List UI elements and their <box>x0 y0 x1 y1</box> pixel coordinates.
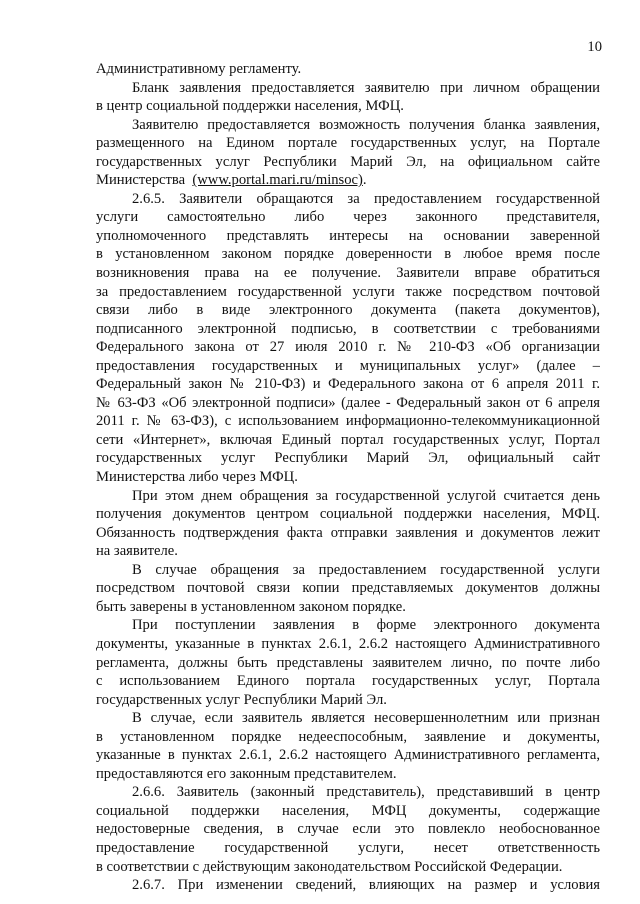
text-line-content: Федерального закона от 27 июля 2010 г. № 210-ФЗ «Об организации <box>96 339 600 356</box>
text-line-content: предоставления государственных и муниципальных услуг» (далее – <box>96 357 600 374</box>
text-line-content: в центр социальной поддержки населения, МФЦ. <box>96 98 404 115</box>
page-number: 10 <box>587 39 602 55</box>
text-line-content: с использованием Единого портала государственных услуг, Портала <box>96 673 600 690</box>
text-line-content: В случае, если заявитель является несовершеннолетним или признан <box>132 710 600 727</box>
text-line-content: предоставляются его законным представителем. <box>96 765 397 782</box>
text-line <box>96 449 600 468</box>
text-line <box>96 468 600 487</box>
text-line-content: Федеральный закон № 210-ФЗ) и Федерального закона от 6 апреля 2011 г. <box>96 376 600 393</box>
text-line-content: сети «Интернет», включая Единый портал государственных услуг, Портал <box>96 431 600 448</box>
text-line-content: на заявителе. <box>96 543 178 560</box>
text-line <box>96 709 600 728</box>
text-line <box>96 60 600 79</box>
text-line <box>96 190 600 209</box>
text-line <box>96 728 600 747</box>
text-line <box>96 672 600 691</box>
text-line-content: государственных услуг Республики Марий Эл, на официальном сайте <box>96 153 600 170</box>
text-line-content: в соответствии с действующим законодательством Российской Федерации. <box>96 858 563 875</box>
text-line-content: 2.6.7. При изменении сведений, влияющих на размер и условия <box>132 877 600 894</box>
text-line-content: 2.6.5. Заявители обращаются за предоставлением государственной <box>132 190 600 207</box>
text-line-content: в установленном законом порядке доверенности в любое время после <box>96 246 600 263</box>
text-line-content: 2.6.6. Заявитель (законный представитель), представивший в центр <box>132 784 600 801</box>
text-line-content: подписанного электронной подписью, в соответствии с требованиями <box>96 320 600 337</box>
text-line <box>96 208 600 227</box>
text-line-content: документы, указанные в пунктах 2.6.1, 2.6.2 настоящего Административного <box>96 635 600 652</box>
text-line-content: Министерства <box>96 172 186 189</box>
text-line-content: в установленном порядке недееспособным, заявление и документы, <box>96 728 600 745</box>
text-line <box>96 134 600 153</box>
text-line <box>96 598 600 617</box>
text-line <box>96 79 600 98</box>
text-line <box>96 375 600 394</box>
text-line-content: № 63-ФЗ «Об электронной подписи» (далее - Федеральный закон от 6 апреля <box>96 394 600 411</box>
text-line <box>96 412 600 431</box>
text-line-content: При этом днем обращения за государственной услугой считается день <box>132 487 600 504</box>
text-line <box>96 765 600 784</box>
text-line-content: При поступлении заявления в форме электронного документа <box>132 617 600 634</box>
ministry-website-link[interactable]: (www.portal.mari.ru/minsoc) <box>192 172 363 189</box>
text-line-content: посредством почтовой связи копии представляемых документов должны <box>96 580 600 597</box>
text-line-content: возникновения права на ее получение. Заявители вправе обратиться <box>96 265 600 282</box>
text-line-content: получения документов центром социальной поддержки населения, МФЦ. <box>96 506 600 523</box>
text-line <box>96 802 600 821</box>
text-line-content: В случае обращения за предоставлением государственной услуги <box>132 561 600 578</box>
text-line <box>96 320 600 339</box>
text-line-content: Заявителю предоставляется возможность получения бланка заявления, <box>132 116 600 133</box>
text-line-content: размещенного на Едином портале государственных услуг, на Портале <box>96 135 600 152</box>
text-line-content: связи либо в виде электронного документа (пакета документов), <box>96 302 600 319</box>
text-line-content: быть заверены в установленном законом порядке. <box>96 598 406 615</box>
text-line-content: указанные в пунктах 2.6.1, 2.6.2 настоящего Административного регламента, <box>96 747 600 764</box>
text-line-content: Административному регламенту. <box>96 61 302 77</box>
text-line <box>96 616 600 635</box>
text-line <box>96 654 600 673</box>
text-line <box>96 116 600 135</box>
text-line <box>96 301 600 320</box>
text-line <box>96 524 600 543</box>
text-line <box>96 283 600 302</box>
text-line-content: государственных услуг Республики Марий Эл. <box>96 691 387 708</box>
text-line <box>96 691 600 710</box>
text-line-suffix: . <box>362 172 367 189</box>
text-line-content: 2011 г. № 63-ФЗ), с использованием информационно-телекоммуникационной <box>96 413 600 430</box>
text-line-content: государственных услуг Республики Марий Эл, официальный сайт <box>96 450 600 467</box>
text-line <box>96 264 600 283</box>
text-line <box>96 338 600 357</box>
text-line <box>96 783 600 802</box>
text-line <box>96 153 600 172</box>
text-line-content: Министерства либо через МФЦ. <box>96 469 298 486</box>
text-line <box>96 394 600 413</box>
text-line <box>96 839 600 858</box>
text-line <box>96 876 600 895</box>
text-line-content: Обязанность подтверждения факта отправки заявления и документов лежит <box>96 524 600 541</box>
text-line <box>96 505 600 524</box>
text-line <box>96 431 600 450</box>
text-line <box>96 357 600 376</box>
text-line <box>96 858 600 877</box>
text-line <box>96 746 600 765</box>
text-line <box>96 245 600 264</box>
document-body <box>96 60 600 895</box>
text-line <box>96 227 600 246</box>
text-line <box>96 820 600 839</box>
text-line <box>96 97 600 116</box>
text-line <box>96 561 600 580</box>
text-line-content: социальной поддержки населения, МФЦ документы, содержащие <box>96 802 600 819</box>
text-line-content: Бланк заявления предоставляется заявителю при личном обращении <box>132 79 600 96</box>
text-line-content: предоставление государственной услуги, несет ответственность <box>96 839 600 856</box>
text-line <box>96 171 600 190</box>
text-line <box>96 542 600 561</box>
text-line-content: уполномоченного представлять интересы на основании заверенной <box>96 227 600 244</box>
text-line <box>96 579 600 598</box>
text-line-content: услуги самостоятельно либо через законного представителя, <box>96 209 600 226</box>
text-line-content: недостоверные сведения, в случае если это повлекло необоснованное <box>96 821 600 838</box>
text-line <box>96 487 600 506</box>
text-line-content: за предоставлением государственной услуги также посредством почтовой <box>96 283 600 300</box>
text-line <box>96 635 600 654</box>
text-line-content: регламента, должны быть представлены заявителем лично, по почте либо <box>96 654 600 671</box>
